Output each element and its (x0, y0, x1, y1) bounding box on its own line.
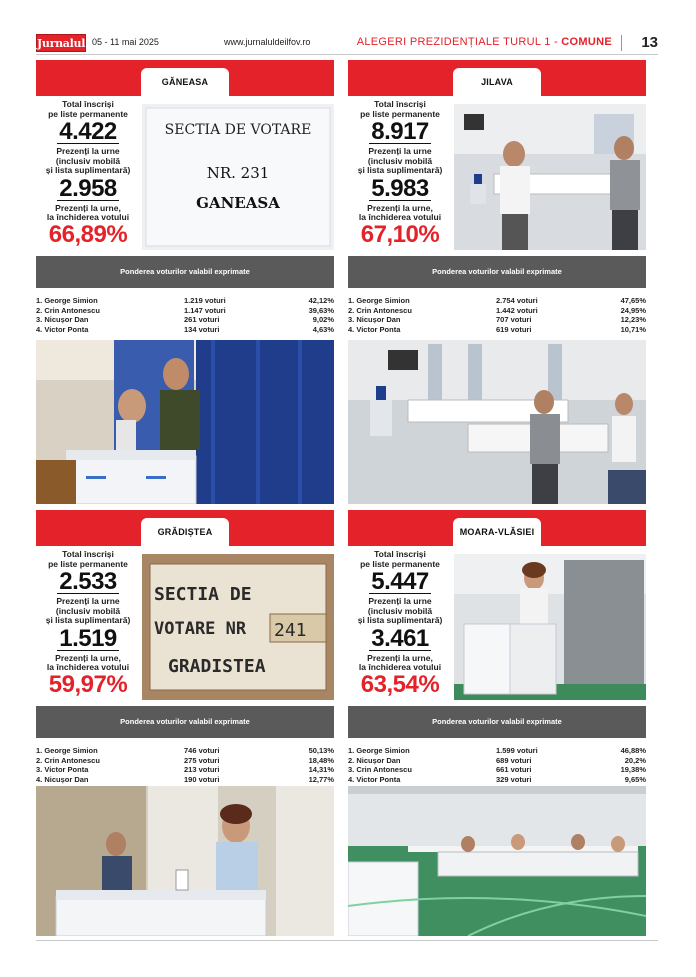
turnout-percent: 67,10% (360, 220, 440, 248)
results-list (348, 296, 646, 334)
registered-label-1: Total înscriși (374, 549, 426, 559)
closing-label-1: Prezenți la urne, (55, 652, 121, 663)
registered-label-2: pe liste permanente (48, 558, 128, 569)
candidate-name: 1. George Simion (348, 296, 410, 305)
candidate-votes: 661 voturi (496, 765, 532, 774)
candidate-name: 4. Victor Ponta (36, 324, 89, 334)
sign-line-4: GRADISTEA (168, 656, 266, 677)
present-count: 5.983 (371, 174, 429, 202)
candidate-percent: 24,95% (620, 305, 646, 315)
candidate-votes: 134 voturi (184, 324, 220, 334)
candidate-percent: 18,48% (308, 755, 334, 765)
registered-count: 8.917 (371, 118, 429, 145)
candidate-name: 4. Nicușor Dan (36, 774, 89, 784)
header-divider (36, 54, 658, 55)
commune-name: GRĂDIȘTEA (141, 518, 229, 546)
candidate-percent: 42,12% (308, 296, 334, 305)
sign-line-2: NR. 231 (206, 164, 270, 182)
candidate-name: 1. George Simion (36, 746, 98, 755)
candidate-votes: 213 voturi (184, 765, 220, 774)
closing-label-1: Prezenți la urne, (55, 202, 121, 213)
valid-votes-heading: Ponderea voturilor valabil exprimate (36, 706, 334, 738)
candidate-votes: 2.754 voturi (496, 296, 538, 305)
handwritten-sign-photo (142, 554, 334, 700)
present-label-2: (inclusiv mobilă (367, 155, 433, 166)
candidate-percent: 12,23% (620, 315, 646, 324)
candidate-votes: 329 voturi (496, 774, 532, 784)
candidate-percent: 4,63% (312, 324, 334, 334)
page-number: 13 (641, 34, 658, 51)
closing-label-2: la închiderea votului (358, 662, 442, 672)
result-row (36, 296, 334, 306)
candidate-votes: 1.442 voturi (496, 305, 538, 315)
turnout-percent: 66,89% (48, 220, 128, 248)
sign-line-2: VOTARE NR (154, 619, 247, 639)
candidate-percent: 12,77% (308, 774, 334, 784)
candidate-name: 4. Victor Ponta (348, 774, 401, 784)
candidate-percent: 20,2% (624, 755, 646, 765)
present-label-2: (inclusiv mobilă (55, 155, 121, 166)
results-list (348, 746, 646, 784)
section-prefix: ALEGERI PREZIDENȚIALE TURUL 1 - (356, 36, 562, 48)
candidate-votes: 275 voturi (184, 755, 220, 765)
result-row (348, 306, 646, 316)
candidate-name: 2. Crin Antonescu (36, 305, 100, 315)
turnout-stats (36, 550, 140, 700)
candidate-name: 4. Victor Ponta (348, 324, 401, 334)
footer-divider (36, 940, 658, 941)
header-separator (621, 35, 622, 51)
candidate-name: 1. George Simion (36, 296, 98, 305)
woman-voting-photo (36, 786, 334, 936)
result-row (348, 765, 646, 775)
commune-name: MOARA-VLĂSIEI (453, 518, 541, 546)
polling-hall-photo (348, 340, 646, 504)
result-row (348, 775, 646, 785)
issue-date: 05 - 11 mai 2025 (92, 37, 159, 47)
present-label-2: (inclusiv mobilă (55, 605, 121, 616)
candidate-percent: 46,88% (620, 746, 646, 755)
valid-votes-heading: Ponderea voturilor valabil exprimate (36, 256, 334, 288)
result-row (348, 746, 646, 756)
section-bold: COMUNE (561, 36, 612, 48)
present-count: 2.958 (59, 174, 117, 202)
commune-block-moara-vlasiei (348, 510, 646, 900)
registered-label-1: Total înscriși (374, 99, 426, 109)
results-list (36, 296, 334, 334)
present-label-1: Prezenți la urne (56, 146, 120, 156)
sports-hall-polling-photo (348, 786, 646, 936)
registered-label-2: pe liste permanente (360, 108, 440, 119)
results-list (36, 746, 334, 784)
result-row (348, 315, 646, 325)
candidate-percent: 47,65% (620, 296, 646, 305)
candidate-percent: 39,63% (308, 305, 334, 315)
commune-block-ganeasa (36, 60, 334, 450)
sign-line-3: GANEASA (196, 194, 280, 212)
present-label-1: Prezenți la urne (368, 596, 432, 606)
candidate-name: 2. Crin Antonescu (348, 305, 412, 315)
commune-block-jilava (348, 60, 646, 450)
ballot-box-photo (454, 554, 646, 700)
result-row (348, 296, 646, 306)
valid-votes-heading: Ponderea voturilor valabil exprimate (348, 256, 646, 288)
result-row (36, 765, 334, 775)
present-label-1: Prezenți la urne (56, 596, 120, 606)
commune-name: GĂNEASA (141, 68, 229, 96)
candidate-name: 3. Crin Antonescu (348, 765, 412, 774)
registered-count: 2.533 (59, 568, 117, 595)
commune-block-gradistea (36, 510, 334, 900)
candidate-votes: 261 voturi (184, 315, 220, 324)
page-header (36, 34, 658, 52)
candidate-percent: 50,13% (308, 746, 334, 755)
present-label-3: și lista suplimentară) (45, 165, 131, 175)
turnout-stats (348, 550, 452, 700)
candidate-votes: 746 voturi (184, 746, 220, 755)
registered-label-1: Total înscriși (62, 549, 114, 559)
candidate-percent: 10,71% (620, 324, 646, 334)
candidate-votes: 689 voturi (496, 755, 532, 765)
section-title (357, 36, 612, 48)
candidate-votes: 1.599 voturi (496, 746, 538, 755)
result-row (36, 775, 334, 785)
result-row (36, 315, 334, 325)
registered-label-2: pe liste permanente (48, 108, 128, 119)
sign-line-1: SECTIA DE VOTARE (164, 122, 312, 138)
candidate-name: 1. George Simion (348, 746, 410, 755)
present-count: 3.461 (371, 624, 429, 652)
sign-line-3: 241 (274, 620, 307, 641)
candidate-percent: 19,38% (620, 765, 646, 774)
result-row (348, 756, 646, 766)
turnout-stats (36, 100, 140, 250)
present-label-3: și lista suplimentară) (45, 615, 131, 625)
valid-votes-heading: Ponderea voturilor valabil exprimate (348, 706, 646, 738)
polling-station-sign-photo (142, 104, 334, 250)
closing-label-1: Prezenți la urne, (367, 202, 433, 213)
present-count: 1.519 (59, 624, 117, 652)
candidate-votes: 707 voturi (496, 315, 532, 324)
voters-in-hall-photo (454, 104, 646, 250)
candidate-votes: 1.147 voturi (184, 305, 226, 315)
voter-at-ballot-box-photo (36, 340, 334, 504)
present-label-3: și lista suplimentară) (357, 615, 443, 625)
sign-line-1: SECTIA DE (154, 584, 252, 605)
closing-label-1: Prezenți la urne, (367, 652, 433, 663)
candidate-name: 2. Nicușor Dan (348, 755, 401, 765)
site-url[interactable]: www.jurnaluldeilfov.ro (224, 37, 311, 47)
registered-count: 5.447 (371, 568, 429, 595)
candidate-name: 3. Nicușor Dan (348, 315, 401, 324)
registered-count: 4.422 (59, 118, 117, 145)
turnout-percent: 59,97% (48, 670, 128, 698)
result-row (36, 746, 334, 756)
candidate-name: 3. Nicușor Dan (36, 315, 89, 324)
candidate-votes: 1.219 voturi (184, 296, 226, 305)
result-row (36, 756, 334, 766)
candidate-name: 2. Crin Antonescu (36, 755, 100, 765)
closing-label-2: la închiderea votului (46, 662, 130, 672)
commune-name: JILAVA (453, 68, 541, 96)
registered-label-2: pe liste permanente (360, 558, 440, 569)
turnout-stats (348, 100, 452, 250)
candidate-votes: 619 voturi (496, 324, 532, 334)
candidate-percent: 9,02% (312, 315, 334, 324)
newspaper-logo[interactable]: Jurnalul (36, 34, 86, 52)
candidate-votes: 190 voturi (184, 774, 220, 784)
closing-label-2: la închiderea votului (46, 212, 130, 222)
candidate-name: 3. Victor Ponta (36, 765, 89, 774)
candidate-percent: 14,31% (308, 765, 334, 774)
present-label-2: (inclusiv mobilă (367, 605, 433, 616)
result-row (36, 306, 334, 316)
turnout-percent: 63,54% (360, 670, 440, 698)
present-label-3: și lista suplimentară) (357, 165, 443, 175)
closing-label-2: la închiderea votului (358, 212, 442, 222)
result-row (36, 325, 334, 335)
registered-label-1: Total înscriși (62, 99, 114, 109)
result-row (348, 325, 646, 335)
present-label-1: Prezenți la urne (368, 146, 432, 156)
candidate-percent: 9,65% (624, 774, 646, 784)
